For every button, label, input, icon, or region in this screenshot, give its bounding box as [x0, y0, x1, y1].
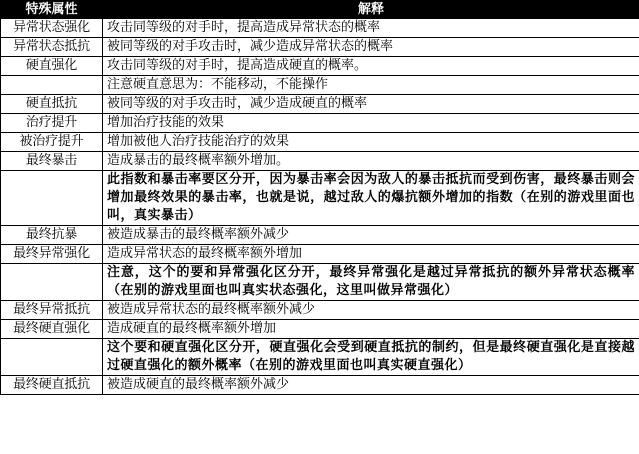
attribute-name-empty: [1, 264, 103, 301]
attribute-name: 最终硬直抵抗: [1, 376, 103, 395]
table-row: [1, 114, 639, 133]
attribute-name: 被治疗提升: [1, 133, 103, 152]
attribute-name: 最终硬直强化: [1, 320, 103, 339]
header-attribute: 特殊属性: [1, 1, 103, 19]
attribute-description: 增加被他人治疗技能治疗的效果: [103, 133, 639, 152]
attribute-name: 异常状态强化: [1, 19, 103, 38]
header-row: [1, 1, 639, 19]
table-row: [1, 152, 639, 171]
attribute-description: 造成暴击的最终概率额外增加。: [103, 152, 639, 171]
attribute-name: 硬直抵抗: [1, 95, 103, 114]
attribute-name: 治疗提升: [1, 114, 103, 133]
attribute-description: 增加治疗技能的效果: [103, 114, 639, 133]
attribute-note: 注意，这个的要和异常强化区分开，最终异常强化是越过异常抵抗的额外异常状态概率（在别的游戏里面也叫真实状态强化，这里叫做异常强化）: [103, 264, 639, 301]
table-row-note: [1, 171, 639, 226]
attribute-note: 这个要和硬直强化区分开，硬直强化会受到硬直抵抗的制约，但是最终硬直强化是直接越过硬直强化的额外概率（在别的游戏里面也叫真实硬直强化）: [103, 339, 639, 376]
attribute-name: 最终异常强化: [1, 245, 103, 264]
table-row: [1, 245, 639, 264]
attribute-description: 攻击同等级的对手时，提高造成硬直的概率。: [103, 57, 639, 76]
attribute-name-empty: [1, 76, 103, 95]
table-row: [1, 19, 639, 38]
attribute-description: 被同等级的对手攻击时，减少造成硬直的概率: [103, 95, 639, 114]
table-row: [1, 301, 639, 320]
attribute-description: 被造成异常状态的最终概率额外减少: [103, 301, 639, 320]
table-row-note: [1, 339, 639, 376]
table-row: [1, 133, 639, 152]
table-row-note: [1, 264, 639, 301]
attribute-name: 硬直强化: [1, 57, 103, 76]
attribute-name: 最终抗暴: [1, 226, 103, 245]
attribute-description: 造成异常状态的最终概率额外增加: [103, 245, 639, 264]
attribute-description: 被同等级的对手攻击时，减少造成异常状态的概率: [103, 38, 639, 57]
attribute-description: 被造成暴击的最终概率额外减少: [103, 226, 639, 245]
table-row: [1, 38, 639, 57]
table-row: [1, 376, 639, 395]
header-explanation: 解释: [103, 1, 639, 19]
attribute-description: 注意硬直意思为：不能移动，不能操作: [103, 76, 639, 95]
attribute-description: 攻击同等级的对手时，提高造成异常状态的概率: [103, 19, 639, 38]
table-row: [1, 57, 639, 76]
attribute-name: 最终异常抵抗: [1, 301, 103, 320]
attribute-name-empty: [1, 339, 103, 376]
attribute-name-empty: [1, 171, 103, 226]
table-row: [1, 320, 639, 339]
table-row: [1, 95, 639, 114]
attribute-name: 最终暴击: [1, 152, 103, 171]
table-row: [1, 76, 639, 95]
attribute-name: 异常状态抵抗: [1, 38, 103, 57]
attribute-description: 造成硬直的最终概率额外增加: [103, 320, 639, 339]
table-row: [1, 226, 639, 245]
attribute-note: 此指数和暴击率要区分开，因为暴击率会因为敌人的暴击抵抗而受到伤害，最终暴击则会增加最终效果的暴击率，也就是说，越过敌人的爆抗额外增加的指数（在别的游戏里面也叫，真实暴击）: [103, 171, 639, 226]
attribute-description: 被造成硬直的最终概率额外减少: [103, 376, 639, 395]
